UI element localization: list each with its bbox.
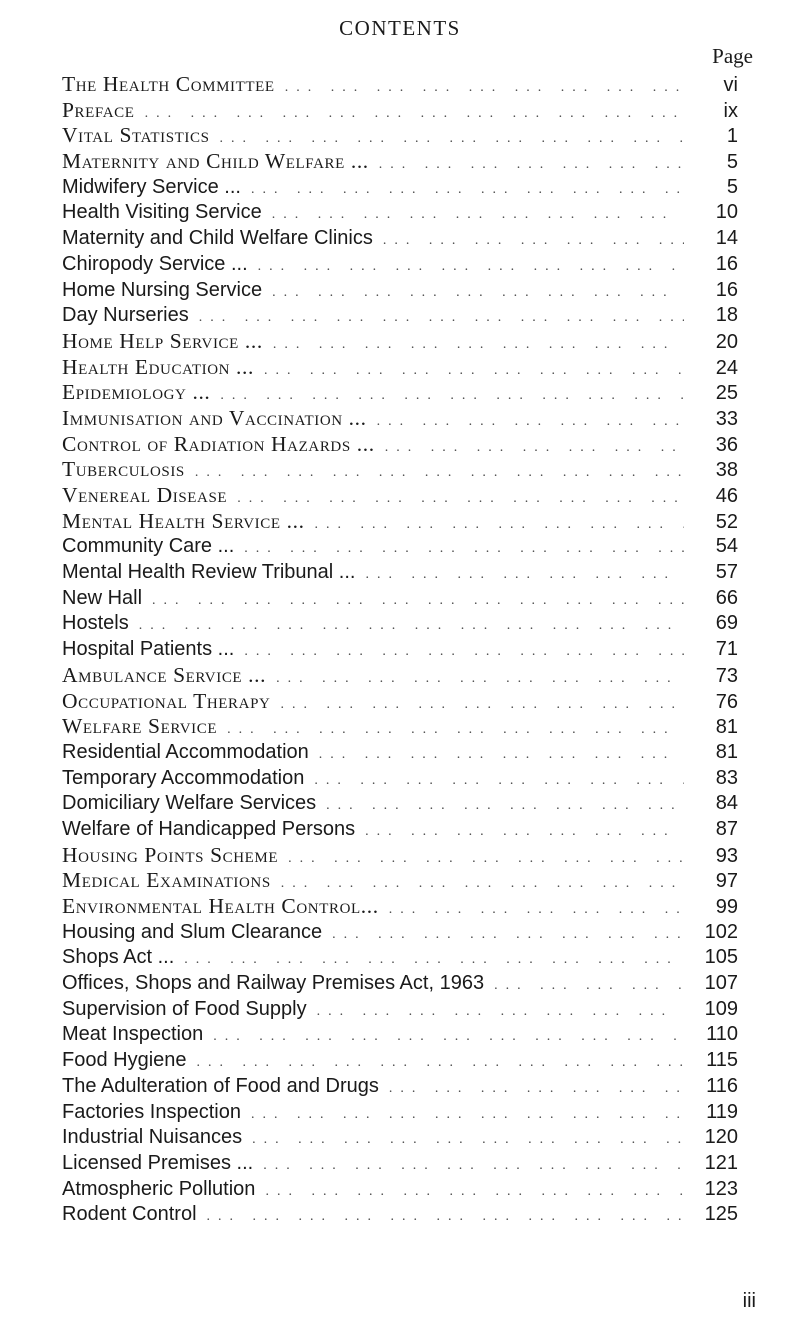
toc-entry-title: Licensed Premises ... [62,1151,254,1174]
toc-entry-page-number: 57 [715,561,738,584]
toc-entry [62,278,738,304]
toc-entry-title: Housing Points Scheme [62,842,279,867]
toc-entry-title: Welfare Service [62,714,218,739]
dot-leader [244,639,684,665]
toc-entry-page-number: 66 [715,586,738,609]
toc-entry-title: Maternity and Child Welfare ... [62,149,369,174]
toc-entry-page-number: 25 [715,382,738,405]
toc-entry-page-number: 107 [704,972,738,995]
toc-entry [62,997,738,1023]
toc-entry-title: Industrial Nuisances [62,1126,243,1149]
toc-entry [62,252,738,278]
toc-entry-title: The Adulteration of Food and Drugs [62,1074,379,1097]
toc-entry [62,1125,738,1151]
toc-entry-page-number: 5 [726,151,738,174]
toc-entry [62,689,738,715]
toc-entry-title: Domiciliary Welfare Services [62,792,317,815]
dot-leader [385,435,684,461]
toc-entry-title: Rodent Control [62,1203,197,1226]
dot-leader [383,228,684,254]
page-column-label: Page [712,44,753,68]
toc-entry-page-number: 71 [715,638,738,661]
dot-leader [315,512,684,538]
toc-entry-title: Supervision of Food Supply [62,997,307,1020]
dot-leader [152,588,684,614]
toc-entry [62,971,738,997]
toc-entry-page-number: 14 [715,227,738,250]
toc-entry [62,1022,738,1048]
dot-leader [139,613,684,639]
toc-entry [62,766,738,792]
toc-entry-page-number: 81 [715,740,738,763]
toc-entry [62,1100,738,1126]
toc-entry-page-number: 54 [715,535,738,558]
dot-leader [288,846,684,872]
dot-leader [272,202,684,228]
dot-leader [264,358,684,384]
toc-entry [62,200,738,226]
toc-entry [62,483,738,509]
toc-entry-title: Hospital Patients ... [62,638,235,661]
toc-entry [62,329,738,355]
dot-leader [326,793,684,819]
toc-entry-title: Medical Examinations [62,868,271,893]
toc-entry-page-number: 123 [704,1177,738,1200]
toc-entry-title: Health Visiting Service [62,201,262,224]
toc-entry [62,637,738,663]
toc-entry-title: Temporary Accommodation [62,766,305,789]
toc-entry-page-number: 16 [715,278,738,301]
dot-leader [258,254,684,280]
toc-entry-title: Tuberculosis [62,457,185,482]
toc-entry [62,457,738,483]
toc-entry [62,226,738,252]
toc-entry [62,817,738,843]
toc-entry-page-number: 83 [715,766,738,789]
dot-leader [184,947,684,973]
toc-entry [62,509,738,535]
dot-leader [285,75,684,101]
toc-entry [62,560,738,586]
toc-entry-title: Food Hygiene [62,1049,187,1072]
toc-entry-page-number: 76 [715,690,738,713]
toc-entry [62,98,738,124]
toc-entry [62,149,738,175]
toc-entry-page-number: 20 [715,330,738,353]
toc-entry-title: Mental Health Review Tribunal ... [62,561,356,584]
toc-entry-page-number: 84 [715,792,738,815]
toc-entry [62,72,738,98]
toc-entry [62,355,738,381]
toc-entry-title: Hostels [62,612,129,635]
toc-entry-page-number: 18 [715,304,738,327]
dot-leader [251,1102,684,1128]
dot-leader [389,1076,684,1102]
toc-entry-page-number: ix [723,99,738,122]
toc-entry-page-number: 99 [715,896,738,918]
dot-leader [377,409,684,435]
dot-leader [365,562,684,588]
dot-leader [317,999,684,1025]
toc-entry-page-number: 73 [715,664,738,687]
toc-entry [62,894,738,920]
dot-leader [145,101,684,127]
toc-entry-page-number: 52 [715,510,738,533]
dot-leader [195,460,684,486]
dot-leader [389,897,684,923]
dot-leader [319,742,684,768]
dot-leader [314,768,684,794]
toc-entry-title: Control of Radiation Hazards ... [62,431,375,456]
dot-leader [280,692,684,718]
toc-entry-title: Meat Inspection [62,1023,204,1046]
dot-leader [265,1179,684,1205]
page-title: CONTENTS [339,16,461,40]
toc-entry-page-number: 93 [715,844,738,867]
toc-entry [62,175,738,201]
toc-entry [62,586,738,612]
dot-leader [244,536,684,562]
toc-entry-page-number: 24 [715,356,738,379]
toc-entry-page-number: 10 [715,201,738,224]
toc-entry-page-number: 38 [715,459,738,482]
toc-entry [62,380,738,406]
toc-entry-title: Preface [62,97,135,122]
toc-entry-title: New Hall [62,586,143,609]
toc-entry-page-number: 87 [715,817,738,840]
toc-entry-title: Community Care ... [62,535,235,558]
toc-entry-title: Atmospheric Pollution [62,1177,256,1200]
table-of-contents [62,72,738,1228]
toc-entry-page-number: 36 [715,433,738,456]
dot-leader [213,1024,684,1050]
toc-entry-page-number: 109 [704,997,738,1020]
toc-entry-page-number: 97 [715,870,738,893]
toc-entry-page-number: 81 [715,716,738,739]
toc-entry-page-number: vi [723,74,738,96]
toc-entry-page-number: 110 [706,1023,738,1046]
toc-entry-title: The Health Committee [62,72,275,96]
toc-entry-page-number: 115 [706,1049,738,1072]
toc-entry [62,1202,738,1228]
toc-entry [62,843,738,869]
toc-entry [62,534,738,560]
toc-entry-page-number: 46 [715,485,738,507]
toc-entry-page-number: 116 [706,1074,738,1097]
page-folio: iii [742,1290,756,1312]
dot-leader [207,1204,684,1230]
dot-leader [272,280,684,306]
toc-entry-title: Health Education ... [62,354,254,379]
dot-leader [494,973,684,999]
toc-entry-page-number: 16 [715,252,738,275]
toc-entry [62,406,738,432]
toc-entry [62,740,738,766]
toc-entry [62,303,738,329]
toc-entry-title: Immunisation and Vaccination ... [62,405,367,430]
toc-entry [62,663,738,689]
toc-entry [62,791,738,817]
toc-entry-title: Day Nurseries [62,304,189,327]
toc-entry-page-number: 119 [706,1100,738,1123]
dot-leader [251,177,684,203]
dot-leader [263,1153,684,1179]
toc-entry [62,1048,738,1074]
toc-entry-title: Housing and Slum Clearance [62,920,323,943]
dot-leader [199,305,684,331]
toc-entry-page-number: 33 [715,407,738,430]
toc-entry [62,868,738,894]
toc-entry-title: Epidemiology ... [62,380,211,405]
toc-entry-page-number: 120 [704,1126,738,1149]
dot-leader [276,666,684,692]
toc-entry [62,1151,738,1177]
toc-entry-page-number: 121 [704,1151,738,1174]
toc-entry [62,945,738,971]
toc-entry-title: Residential Accommodation [62,740,309,763]
dot-leader [252,1127,684,1153]
toc-entry-title: Chiropody Service ... [62,252,248,275]
toc-entry [62,123,738,149]
toc-entry-title: Shops Act ... [62,946,175,969]
toc-entry [62,714,738,740]
toc-entry-title: Ambulance Service ... [62,662,267,687]
toc-entry [62,432,738,458]
toc-entry-title: Welfare of Handicapped Persons [62,817,356,840]
dot-leader [273,332,684,358]
toc-entry [62,1074,738,1100]
dot-leader [379,152,684,178]
toc-entry-title: Home Nursing Service [62,278,263,301]
toc-entry-title: Venereal Disease [62,483,228,507]
toc-entry-title: Vital Statistics [62,123,210,148]
toc-entry-page-number: 102 [704,920,738,943]
toc-entry-title: Occupational Therapy [62,688,271,713]
dot-leader [365,819,684,845]
toc-entry-page-number: 69 [715,612,738,635]
toc-entry-page-number: 1 [726,125,738,148]
toc-entry [62,920,738,946]
toc-entry-page-number: 5 [726,175,738,198]
toc-entry-title: Midwifery Service ... [62,175,241,198]
toc-entry-title: Home Help Service ... [62,328,263,353]
toc-entry-title: Offices, Shops and Railway Premises Act, 1963 [62,972,485,995]
toc-entry-title: Mental Health Service ... [62,508,305,533]
dot-leader [197,1050,684,1076]
toc-entry [62,611,738,637]
toc-entry-page-number: 125 [704,1203,738,1226]
toc-entry-title: Factories Inspection [62,1100,241,1123]
toc-entry-page-number: 105 [704,946,738,969]
toc-entry [62,1177,738,1203]
dot-leader [332,922,684,948]
toc-entry-title: Maternity and Child Welfare Clinics [62,227,373,250]
toc-entry-title: Environmental Health Control... [62,894,379,918]
